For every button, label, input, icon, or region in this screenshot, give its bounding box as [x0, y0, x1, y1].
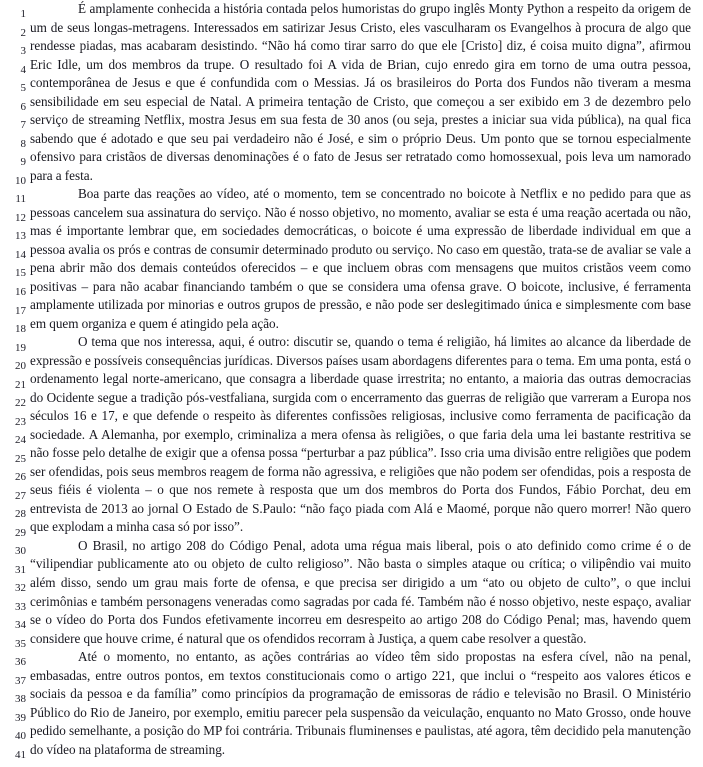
- line-number: 39: [15, 711, 26, 724]
- line-number: 9: [20, 156, 26, 169]
- line-number: 8: [20, 137, 26, 150]
- line-number: 30: [15, 545, 26, 558]
- line-number: 2: [20, 26, 26, 39]
- line-number: 11: [15, 193, 26, 206]
- line-number: 37: [15, 674, 26, 687]
- line-number: 28: [15, 508, 26, 521]
- line-number: 40: [15, 730, 26, 743]
- line-number: 17: [15, 304, 26, 317]
- line-number: 24: [15, 434, 26, 447]
- line-number: 14: [15, 248, 26, 261]
- paragraph-1: É amplamente conhecida a história contada pelos humoristas do grupo inglês Monty Python a respeito da origem de um de seus longas-metragens. Interessados em satirizar Jesus Cristo, eles vasculharam os Evangelhos à procura de algo que rendesse piadas, mas acabaram desistindo. “Não há como tirar sarro do que ele [Cristo] diz, é coisa muito digna”, afirmou Eric Idle, um dos membros da trupe. O resultado foi A vida de Brian, cujo enredo gira em torno de uma outra pessoa, contemporânea de Jesus e que é confundida com o Messias. Já os brasileiros do Porta dos Fundos não tiveram a mesma sensibilidade em seu especial de Natal. A primeira tentação de Cristo, que começou a ser exibido em 3 de dezembro pelo serviço de streaming Netflix, mostra Jesus em sua festa de 30 anos (ou seja, prestes a iniciar sua vida pública), na qual fica sabendo que é adotado e que seu pai verdadeiro não é José, e sim o próprio Deus. Um ponto que se tornou especialmente ofensivo para cristãos de diversas denominações é o fato de Jesus ser retratado como homossexual, pois leva um namorado para a festa.: [30, 1, 691, 183]
- line-number: 15: [15, 267, 26, 280]
- line-number: 21: [15, 378, 26, 391]
- line-number: 5: [20, 82, 26, 95]
- line-number: 34: [15, 619, 26, 632]
- line-number: 23: [15, 415, 26, 428]
- line-number: 10: [15, 174, 26, 187]
- line-number: 32: [15, 582, 26, 595]
- line-number: 16: [15, 286, 26, 298]
- paragraph-4: O Brasil, no artigo 208 do Código Penal, adota uma régua mais liberal, pois o ato definido como crime é o de “vilipendiar publicamente ato ou objeto de culto religioso”. Não basta o simples ataque ou crítica; o vilipêndio vai muito além disso, sendo um grau mais forte de ofensa, e que precisa ser dirigido a um “ato ou objeto de culto”, o que inclui cerimônias e também personagens veneradas como sagradas por cada fé. Também não é nosso objetivo, neste espaço, avaliar se o vídeo do Porta dos Fundos efetivamente incorreu em desrespeito ao artigo 208 do Código Penal; mas, havendo quem considere que houve crime, é natural que os ofendidos recorram à Justiça, a quem cabe resolver a questão.: [30, 537, 691, 646]
- document-text-column: [30, 0, 691, 767]
- line-number: 31: [15, 563, 26, 576]
- line-number: 3: [20, 45, 26, 58]
- line-number: 1: [20, 8, 26, 21]
- line-number: 38: [15, 693, 26, 706]
- line-number: 4: [20, 63, 26, 76]
- paragraph-3: O tema que nos interessa, aqui, é outro: discutir se, quando o tema é religião, há limites ao alcance da liberdade de expressão e possíveis consequências jurídicas. Diversos países usam abordagens diferentes para o tema. Em uma ponta, está o ordenamento legal norte-americano, que consagra a liberdade quase irrestrita; no entanto, a maioria das outras democracias do Ocidente segue a tradição pós-vestfaliana, surgida com o encerramento das guerras de religião que varreram a Europa nos séculos 16 e 17, e que defende o respeito às diferentes confissões religiosas, inclusive como ferramenta de pacificação da sociedade. A Alemanha, por exemplo, criminaliza a mera ofensa às religiões, o que faria dela uma lei bastante restritiva se não fosse pelo detalhe de exigir que a ofensa possa “perturbar a paz pública”. Isso cria uma divisão entre religiões que podem ser ofendidas, pois seus membros reagem de forma não agressiva, e religiões que não podem ser ofendidas, pois a resposta de seus fiéis é violenta – o que nos remete à resposta que um dos membros do Porta dos Fundos, Fábio Porchat, deu em entrevista de 2013 ao jornal O Estado de S.Paulo: “não faço piada com Alá e Maomé, porque não quero morrer! Não quero que explodam a minha casa só por isso”.: [30, 334, 691, 535]
- line-number: 20: [15, 360, 26, 373]
- line-number: 13: [15, 230, 26, 243]
- line-number: 35: [15, 637, 26, 650]
- line-number: 22: [15, 397, 26, 410]
- line-number: 41: [15, 749, 26, 761]
- line-number: 29: [15, 526, 26, 539]
- line-number: 27: [15, 489, 26, 502]
- line-number: 7: [20, 119, 26, 132]
- line-number: 18: [15, 323, 26, 336]
- line-number: 25: [15, 452, 26, 465]
- line-number: 36: [15, 656, 26, 669]
- paragraph-5: Até o momento, no entanto, as ações contrárias ao vídeo têm sido propostas na esfera cível, não na penal, embasadas, entre outros pontos, em textos constitucionais como o artigo 221, que inclui o “respeito aos valores éticos e sociais da pessoa e da família” como princípios da programação de emissoras de rádio e televisão no Brasil. O Ministério Público do Rio de Janeiro, por exemplo, emitiu parecer pela suspensão da veiculação, enquanto no Mato Grosso, onde houve pedido semelhante, a posição do MP foi contrária. Tribunais fluminenses e paulistas, até agora, têm decidido pela manutenção do vídeo na plataforma de streaming.: [30, 649, 691, 757]
- line-number: 26: [15, 471, 26, 484]
- line-number: 6: [20, 100, 26, 113]
- paragraph-2: Boa parte das reações ao vídeo, até o momento, tem se concentrado no boicote à Netflix e no pedido para que as pessoas cancelem sua assinatura do serviço. Não é nosso objetivo, no momento, avaliar se esta é uma reação acertada ou não, mas é importante lembrar que, em sociedades democráticas, o boicote é uma expressão de liberdade individual em que a pessoa avalia os prós e contras de consumir determinado produto ou serviço. No caso em questão, trata-se de avaliar se vale a pena abrir mão dos demais conteúdos oferecidos – e que incluem obras com mensagens que muitos cristãos veem como positivas – para não acabar financiando também o que se considera uma ofensa grave. O boicote, inclusive, é ferramenta amplamente utilizada por minorias e outros grupos de pressão, e não pode ser deslegitimado única e simplesmente com base em quem organiza e quem é atingido pela ação.: [30, 186, 691, 331]
- line-number-gutter: [0, 0, 26, 767]
- line-number: 12: [15, 211, 26, 224]
- line-number: 33: [15, 600, 26, 613]
- line-number: 19: [15, 341, 26, 354]
